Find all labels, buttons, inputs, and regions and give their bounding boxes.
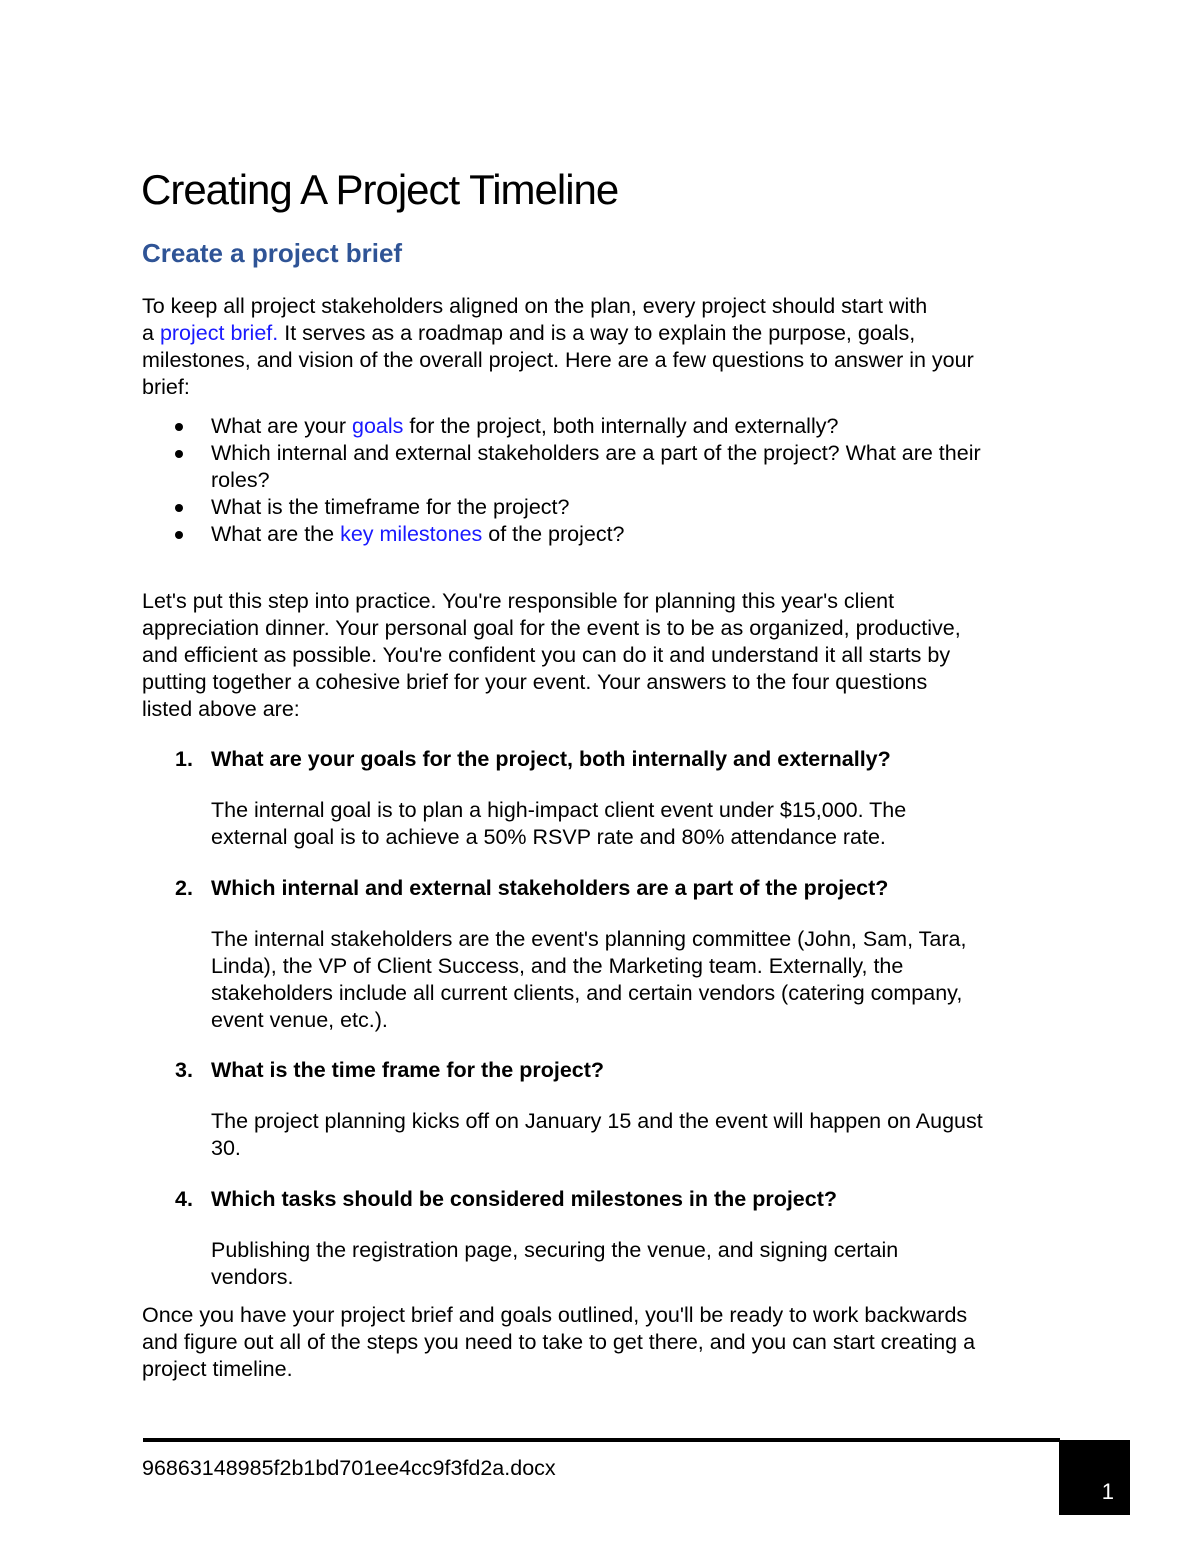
page-number: 1 [1101, 1479, 1114, 1504]
question-text: What is the time frame for the project? [211, 1058, 605, 1082]
closing-paragraph [142, 1302, 975, 1383]
footer-filename: 96863148985f2b1bd701ee4cc9f3fd2a.docx [142, 1456, 556, 1480]
question-text: Which tasks should be considered milestones in the project? [211, 1187, 838, 1211]
bullet-icon [175, 423, 183, 431]
hyperlink[interactable]: project brief. [159, 321, 279, 345]
text-line [142, 347, 974, 374]
text-line: external goal is to achieve a 50% RSVP rate and 80% attendance rate. [211, 825, 886, 849]
text-line: Let's put this step into practice. You're responsible for planning this year's client [142, 589, 895, 613]
text-segment: for the project, both internally and externally? [403, 414, 839, 438]
question-text: What are your goals for the project, both internally and externally? [211, 747, 891, 771]
text-segment: Which internal and external stakeholders are a part of the project? What are their [211, 441, 981, 465]
question-text: Which internal and external stakeholders are a part of the project? [211, 876, 889, 900]
text-line: vendors. [211, 1265, 294, 1289]
section-heading: Create a project brief [142, 238, 403, 268]
list-item [211, 440, 981, 494]
question-3 [175, 1057, 983, 1162]
page-number-box [1059, 1440, 1130, 1515]
question-1 [175, 746, 907, 851]
footer-rule [143, 1438, 1060, 1442]
list-item [211, 494, 981, 521]
text-line [142, 320, 974, 347]
text-line: The project planning kicks off on January 15 and the event will happen on August [211, 1109, 983, 1133]
text-line [211, 521, 981, 548]
text-segment: What are your [211, 414, 352, 438]
question-number: 4. [175, 1187, 193, 1211]
bullet-icon [175, 450, 183, 458]
text-line [211, 440, 981, 467]
practice-paragraph [142, 588, 961, 723]
text-line: project timeline. [142, 1357, 293, 1381]
text-line: event venue, etc.). [211, 1008, 388, 1032]
text-line [142, 374, 974, 401]
text-line: Linda), the VP of Client Success, and the Marketing team. Externally, the [211, 954, 904, 978]
text-line [211, 467, 981, 494]
text-line [211, 413, 981, 440]
text-segment: What are the [211, 522, 341, 546]
answer-text [211, 1108, 983, 1162]
hyperlink[interactable]: key milestones [340, 522, 483, 546]
question-heading [175, 746, 906, 773]
question-heading [175, 1057, 983, 1084]
text-line: The internal stakeholders are the event's planning committee (John, Sam, Tara, [211, 927, 967, 951]
text-segment: a [142, 321, 160, 345]
question-number: 1. [175, 747, 193, 771]
text-line [142, 293, 974, 320]
text-line: Once you have your project brief and goals outlined, you'll be ready to work backwards [142, 1303, 968, 1327]
question-heading [175, 1186, 898, 1213]
text-line: stakeholders include all current clients, and certain vendors (catering company, [211, 981, 963, 1005]
text-line: putting together a cohesive brief for your event. Your answers to the four questions [142, 670, 928, 694]
bullet-icon [175, 504, 183, 512]
text-line: listed above are: [142, 697, 300, 721]
text-segment: What is the timeframe for the project? [211, 495, 570, 519]
bullet-list [211, 413, 981, 548]
text-segment: To keep all project stakeholders aligned on the plan, every project should start with [142, 294, 928, 318]
question-heading [175, 875, 966, 902]
question-4 [175, 1186, 899, 1291]
text-line: The internal goal is to plan a high-impact client event under $15,000. The [211, 798, 907, 822]
bullet-icon [175, 531, 183, 539]
answer-text [211, 926, 966, 1034]
text-segment: milestones, and vision of the overall project. Here are a few questions to answer in your [142, 348, 974, 372]
text-line [211, 494, 981, 521]
question-number: 2. [175, 876, 193, 900]
list-item [211, 521, 981, 548]
intro-paragraph [142, 293, 974, 401]
document-title: Creating A Project Timeline [141, 166, 619, 213]
answer-text [211, 1237, 898, 1291]
answer-text [211, 797, 906, 851]
text-line: appreciation dinner. Your personal goal for the event is to be as organized, productive, [142, 616, 961, 640]
question-2 [175, 875, 967, 1034]
text-line: and efficient as possible. You're confident you can do it and understand it all starts by [142, 643, 951, 667]
question-number: 3. [175, 1058, 193, 1082]
text-line: 30. [211, 1136, 241, 1160]
text-segment: of the project? [482, 522, 625, 546]
list-item [211, 413, 981, 440]
text-line: and figure out all of the steps you need to take to get there, and you can start creating a [142, 1330, 976, 1354]
text-segment: brief: [142, 375, 190, 399]
text-line: Publishing the registration page, securing the venue, and signing certain [211, 1238, 899, 1262]
text-segment: roles? [211, 468, 270, 492]
hyperlink[interactable]: goals [352, 414, 404, 438]
text-segment: It serves as a roadmap and is a way to explain the purpose, goals, [278, 321, 916, 345]
